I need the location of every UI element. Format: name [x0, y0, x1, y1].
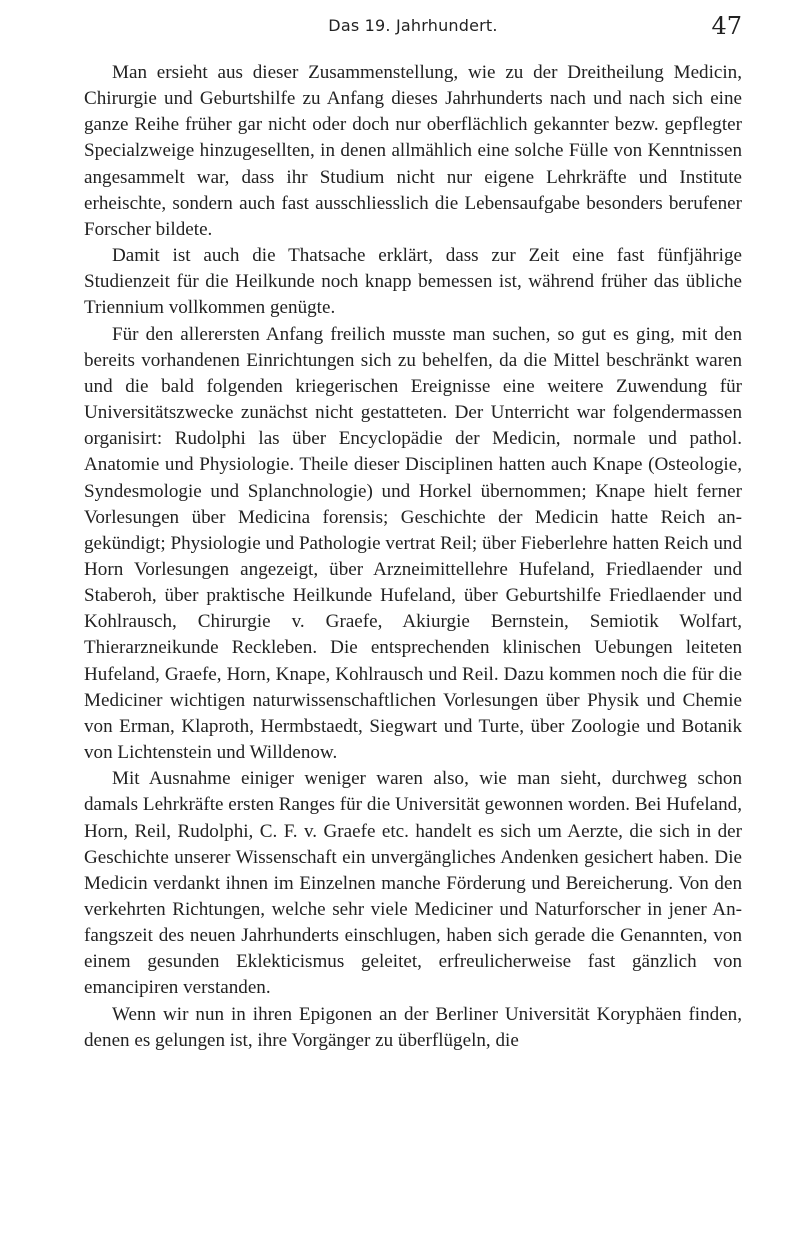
running-title: Das 19. Jahrhundert.	[328, 16, 498, 35]
page-header	[84, 12, 742, 42]
paragraph-4: Mit Ausnahme einiger weniger waren also, wie man sieht, durchweg schon damals Lehrkräfte ersten Ranges für die Universität gewonnen worden. Bei Hufeland, Horn, Reil, Rudolphi, C. F. v. Graefe etc. handelt es sich um Aerzte, die sich in der Geschichte unserer Wissenschaft ein unvergängliches Andenken gesichert haben. Die Medicin verdankt ihnen im Einzelnen manche Förderung und Bereicherung. Von den verkehrten Richtungen, welche sehr viele Mediciner und Naturforscher in jener Anfangszeit des neuen Jahrhunderts einschlugen, haben sich gerade die Genannten, von einem gesunden Eklekticismus geleitet, erfreulicherweise fast gänzlich von emancipiren verstanden.	[84, 768, 742, 999]
paragraph-5: Wenn wir nun in ihren Epigonen an der Berliner Universität Koryphäen finden, denen es gelungen ist, ihre Vorgänger zu überflügeln, die	[84, 1003, 742, 1051]
paragraph-2: Damit ist auch die Thatsache erklärt, dass zur Zeit eine fast fünfjährige Studienzeit für die Heilkunde noch knapp bemessen ist, während früher das übliche Triennium vollkommen genügte.	[84, 245, 742, 319]
body-text	[84, 60, 742, 1054]
paragraph-3: Für den allerersten Anfang freilich musste man suchen, so gut es ging, mit den bereits vorhandenen Einrichtungen sich zu behelfen, da die Mittel beschränkt waren und die bald folgenden kriegerischen Ereignisse eine weitere Zuwendung für Universitätszwecke zunächst nicht gestatteten. Der Unterricht war folgendermassen organisirt: Rudolphi las über Encyclopädie der Medicin, normale und pathol. Anatomie und Physiologie. Theile dieser Disciplinen hatten auch Knape (Osteologie, Syndesmologie und Splanchnologie) und Horkel übernommen; Knape hielt ferner Vorlesungen über Medicina forensis; Geschichte der Medicin hatte Reich angekündigt; Physiologie und Pathologie vertrat Reil; über Fieberlehre hatten Reich und Horn Vorlesungen angezeigt, über Arzneimittellehre Hufeland, Friedlaender und Staberoh, über praktische Heilkunde Hufeland, über Geburtshilfe Friedlaender und Kohlrausch, Chirurgie v. Graefe, Akiurgie Bernstein, Semiotik Wolfart, Thierarzneikunde Reckleben. Die entsprechenden klinischen Uebungen leiteten Hufeland, Graefe, Horn, Knape, Kohlrausch und Reil. Dazu kommen noch die für die Mediciner wichtigen naturwissenschaftlichen Vorlesungen über Physik und Chemie von Erman, Klaproth, Hermbstaedt, Siegwart und Turte, über Zoologie und Botanik von Lichtenstein und Willdenow.	[84, 323, 742, 764]
page-number: 47	[711, 12, 742, 40]
paragraph-1: Man ersieht aus dieser Zusammenstellung, wie zu der Dreitheilung Medicin, Chirurgie und Geburtshilfe zu Anfang dieses Jahrhunderts nach und nach sich eine ganze Reihe früher gar nicht oder doch nur oberflächlich gekannter bezw. gepflegter Specialzweige hinzugesellten, in denen allmählich eine solche Fülle von Kenntnissen angesammelt war, dass ihr Studium nicht nur eigene Lehrkräfte und Institute erheischte, sondern auch fast ausschliesslich die Lebensaufgabe besonders berufener Forscher bildete.	[84, 62, 742, 240]
